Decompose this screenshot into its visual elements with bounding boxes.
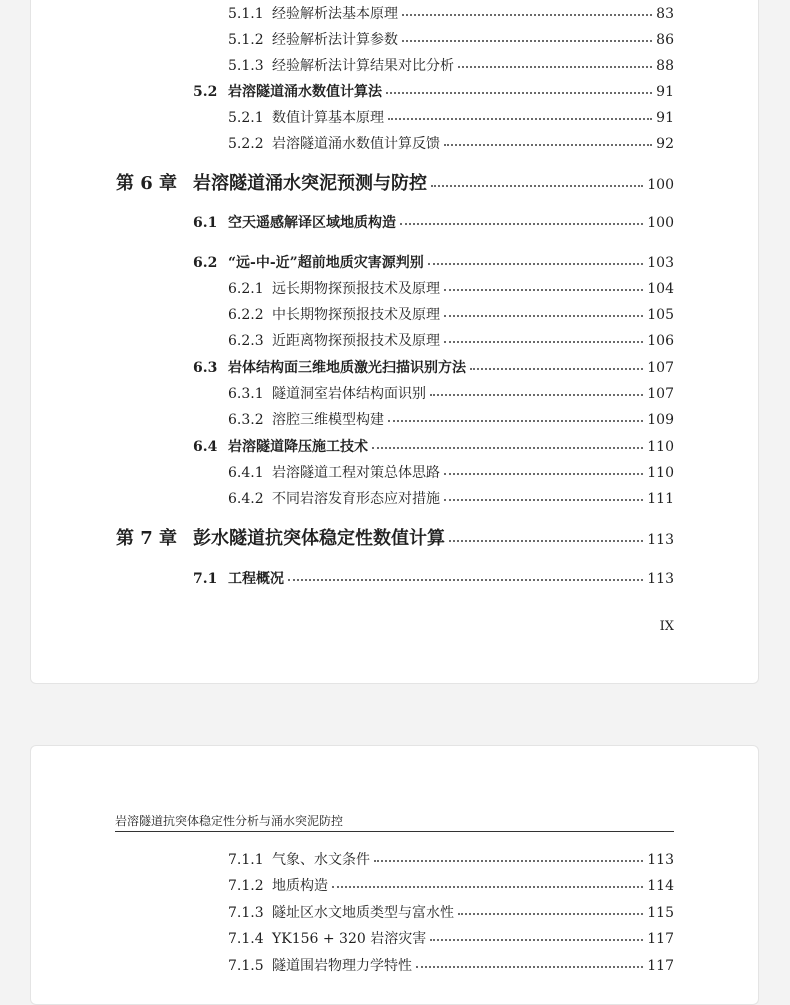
toc-entry-number: 7.1	[193, 571, 218, 587]
toc-entry-page: 107	[647, 360, 674, 376]
dot-leader	[431, 175, 643, 187]
toc-entry-sub	[228, 278, 674, 300]
toc-entry-chap	[116, 170, 674, 198]
toc-entry-sub	[228, 875, 674, 897]
toc-entry-page: 105	[647, 307, 674, 323]
dot-leader	[332, 876, 643, 888]
toc-entry-number: 5.1.2	[228, 32, 264, 48]
toc-entry-page: 113	[647, 852, 674, 868]
toc-entry-title: 岩体结构面三维地质激光扫描识别方法	[228, 360, 466, 376]
dot-leader	[400, 213, 643, 225]
toc-entry-number: 5.2.2	[228, 136, 264, 152]
toc-entry-number: 第 6 章	[116, 173, 178, 194]
toc-entry-title: 岩溶隧道涌水突泥预测与防控	[193, 173, 427, 194]
toc-entry-number: 6.2	[193, 255, 218, 271]
dot-leader	[374, 850, 643, 862]
toc-entry-number: 第 7 章	[116, 528, 178, 549]
toc-entry-sec	[193, 212, 674, 234]
toc-entry-number: 6.4.2	[228, 491, 264, 507]
toc-entry-page: 111	[647, 491, 674, 507]
toc-entry-page: 117	[647, 931, 674, 947]
toc-entry-page: 103	[647, 255, 674, 271]
toc-entry-page: 113	[647, 532, 674, 548]
toc-entry-page: 114	[647, 878, 674, 894]
toc-entry-title: 地质构造	[272, 878, 328, 894]
dot-leader	[430, 384, 643, 396]
toc-entry-sub	[228, 304, 674, 326]
toc-entry-number: 7.1.2	[228, 878, 264, 894]
toc-entry-page: 92	[656, 136, 674, 152]
toc-entry-number: 6.3.2	[228, 412, 264, 428]
dot-leader	[288, 569, 643, 581]
toc-entry-number: 6.3	[193, 360, 218, 376]
dot-leader	[444, 134, 652, 146]
toc-entry-title: 经验解析法计算参数	[272, 32, 398, 48]
toc-entry-number: 6.4	[193, 439, 218, 455]
dot-leader	[430, 929, 643, 941]
toc-entry-page: 100	[647, 177, 674, 193]
toc-entry-sub	[228, 107, 674, 129]
toc-entry-number: 6.4.1	[228, 465, 264, 481]
toc-entry-sub	[228, 928, 674, 950]
toc-entry-title: 溶腔三维模型构建	[272, 412, 384, 428]
toc-entry-number: 6.2.3	[228, 333, 264, 349]
toc-entry-sec	[193, 568, 674, 590]
toc-entry-title: 不同岩溶发育形态应对措施	[272, 491, 440, 507]
dot-leader	[470, 358, 643, 370]
toc-entry-number: 6.2.1	[228, 281, 264, 297]
dot-leader	[416, 956, 643, 968]
toc-entry-page: 110	[647, 465, 674, 481]
toc-entry-title: 中长期物探预报技术及原理	[272, 307, 440, 323]
toc-entry-page: 88	[656, 58, 674, 74]
dot-leader	[388, 410, 643, 422]
toc-entry-sec	[193, 252, 674, 274]
toc-entry-title: 远长期物探预报技术及原理	[272, 281, 440, 297]
dot-leader	[402, 4, 652, 16]
dot-leader	[444, 489, 643, 501]
toc-entry-page: 107	[647, 386, 674, 402]
toc-entry-sub	[228, 383, 674, 405]
toc-entry-number: 6.3.1	[228, 386, 264, 402]
toc-entry-title: 气象、水文条件	[272, 852, 370, 868]
toc-entry-title: 岩溶隧道工程对策总体思路	[272, 465, 440, 481]
toc-entry-number: 7.1.5	[228, 958, 264, 974]
dot-leader	[444, 305, 643, 317]
toc-entry-number: 6.1	[193, 215, 218, 231]
toc-entry-title: 隧址区水文地质类型与富水性	[272, 905, 454, 921]
toc-entry-sec	[193, 357, 674, 379]
toc-entry-title: 数值计算基本原理	[272, 110, 384, 126]
toc-entry-sec	[193, 436, 674, 458]
toc-entry-sub	[228, 462, 674, 484]
dot-leader	[386, 82, 652, 94]
toc-entry-page: 109	[647, 412, 674, 428]
toc-entry-chap	[116, 525, 674, 553]
toc-entry-sub	[228, 29, 674, 51]
dot-leader	[444, 279, 643, 291]
toc-entry-sub	[228, 955, 674, 977]
toc-entry-sub	[228, 55, 674, 77]
toc-entry-page: 86	[656, 32, 674, 48]
toc-page-ix	[30, 0, 759, 684]
dot-leader	[372, 437, 643, 449]
running-head: 岩溶隧道抗突体稳定性分析与涌水突泥防控	[115, 812, 674, 832]
toc-entry-page: 91	[656, 110, 674, 126]
toc-entry-title: 工程概况	[228, 571, 284, 587]
toc-entry-title: 近距离物探预报技术及原理	[272, 333, 440, 349]
toc-entry-page: 117	[647, 958, 674, 974]
toc-entry-page: 91	[656, 84, 674, 100]
toc-entry-page: 115	[647, 905, 674, 921]
toc-entry-sub	[228, 330, 674, 352]
toc-entry-page: 83	[656, 6, 674, 22]
toc-entry-title: YK156 + 320 岩溶灾害	[272, 931, 427, 947]
toc-entry-number: 6.2.2	[228, 307, 264, 323]
toc-entry-title: 经验解析法基本原理	[272, 6, 398, 22]
toc-entry-number: 7.1.4	[228, 931, 264, 947]
toc-entry-title: 岩溶隧道涌水数值计算反馈	[272, 136, 440, 152]
toc-entry-title: 隧道洞室岩体结构面识别	[272, 386, 426, 402]
dot-leader	[388, 108, 652, 120]
toc-entry-title: 岩溶隧道降压施工技术	[228, 439, 368, 455]
page-folio: IX	[659, 619, 674, 634]
toc-entry-sub	[228, 133, 674, 155]
toc-entry-page: 100	[647, 215, 674, 231]
toc-entry-title: 彭水隧道抗突体稳定性数值计算	[193, 528, 445, 549]
toc-entry-number: 7.1.1	[228, 852, 264, 868]
dot-leader	[444, 463, 643, 475]
toc-entry-sub	[228, 488, 674, 510]
dot-leader	[458, 903, 643, 915]
toc-entry-sub	[228, 849, 674, 871]
dot-leader	[444, 331, 643, 343]
toc-entry-title: “远-中-近”超前地质灾害源判别	[228, 255, 424, 271]
toc-entry-page: 113	[647, 571, 674, 587]
toc-entry-number: 5.2.1	[228, 110, 264, 126]
toc-entry-sub	[228, 3, 674, 25]
toc-entry-sub	[228, 409, 674, 431]
toc-entry-number: 5.2	[193, 84, 218, 100]
toc-entry-title: 岩溶隧道涌水数值计算法	[228, 84, 382, 100]
toc-entry-title: 隧道围岩物理力学特性	[272, 958, 412, 974]
toc-entry-title: 空天遥感解译区域地质构造	[228, 215, 396, 231]
toc-entry-page: 104	[647, 281, 674, 297]
toc-entry-sub	[228, 902, 674, 924]
toc-entry-number: 5.1.3	[228, 58, 264, 74]
toc-entry-title: 经验解析法计算结果对比分析	[272, 58, 454, 74]
toc-entry-sec	[193, 81, 674, 103]
dot-leader	[402, 30, 652, 42]
dot-leader	[449, 530, 643, 542]
dot-leader	[458, 56, 652, 68]
toc-entry-number: 7.1.3	[228, 905, 264, 921]
toc-entry-page: 106	[647, 333, 674, 349]
toc-entry-number: 5.1.1	[228, 6, 264, 22]
toc-entry-page: 110	[647, 439, 674, 455]
toc-page-x	[30, 745, 759, 1005]
dot-leader	[428, 253, 644, 265]
